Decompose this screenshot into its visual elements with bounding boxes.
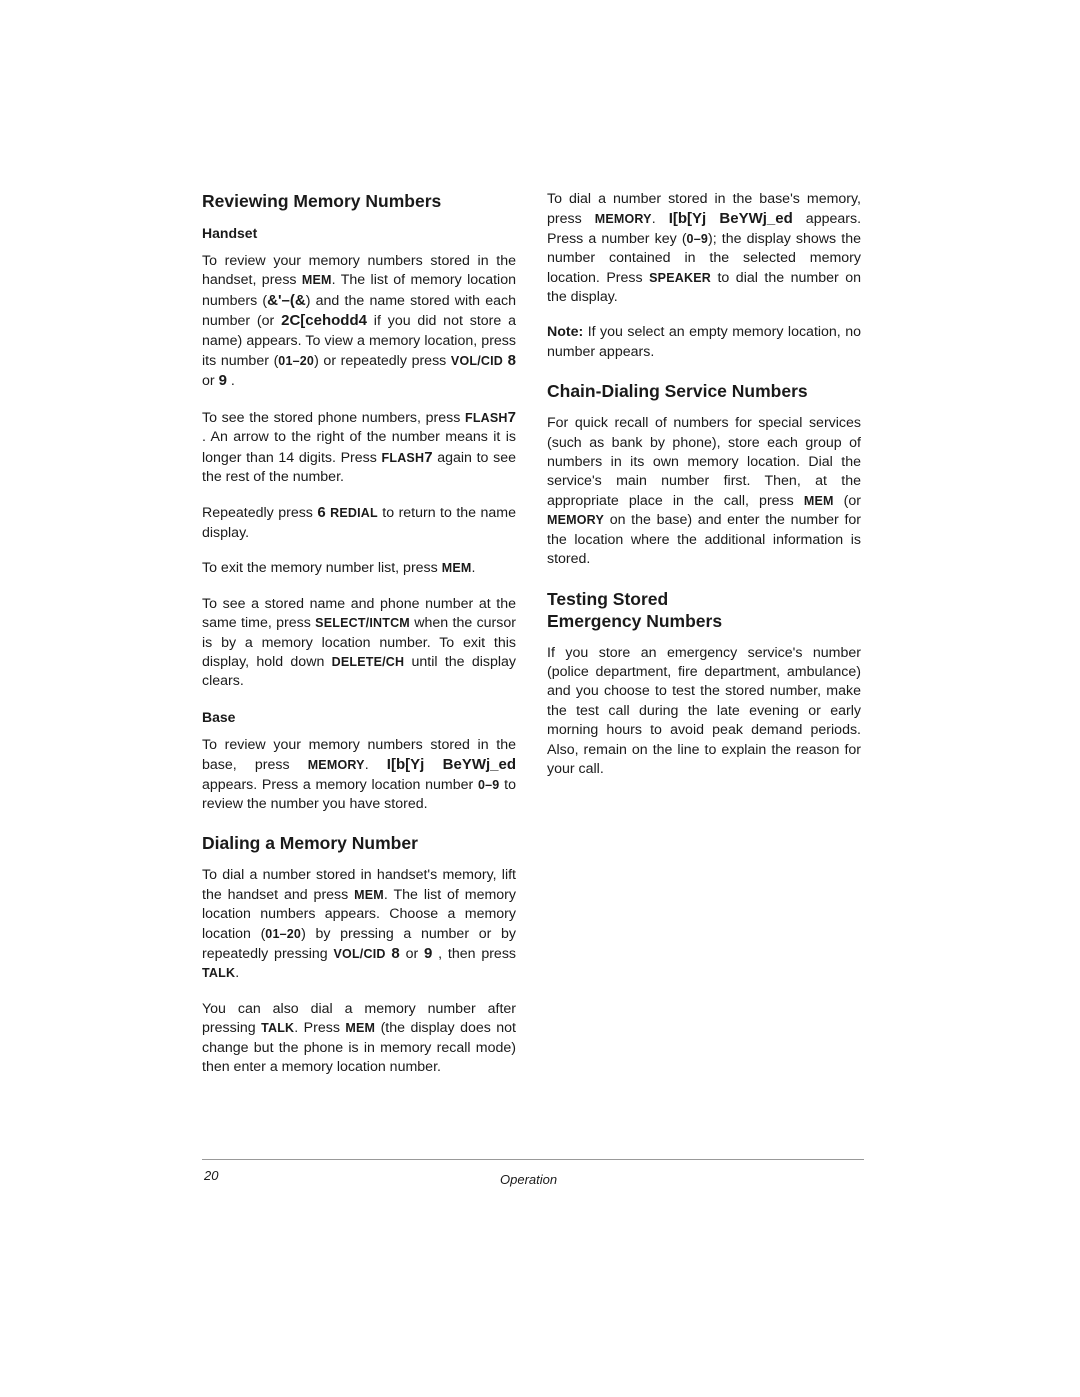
dialing-heading: Dialing a Memory Number [202,833,418,854]
testing-para: If you store an emergency service's number (police department, fire department, ambulance) and you choose to test the stored number, make the test call during the late evening or early morning hours to avoid peak demand periods. Also, remain on the line to explain the reason for your call. [547,644,861,777]
base-subheading: Base [202,708,236,725]
redial-para: Repeatedly press 6 REDIAL to return to the name display. [202,504,516,541]
note-para: Note: If you select an empty memory location, no number appears. [547,324,861,360]
select-para: To see a stored name and phone number at the same time, press SELECT/INTCM when the cursor is by a memory location number. To exit this display, hold down DELETE/CH until the display clears. [202,595,516,690]
exit-para: To exit the memory number list, press MEM. [202,560,476,577]
footer-rule [202,1159,864,1160]
chain-para: For quick recall of numbers for special services (such as bank by phone), store each group of numbers in its own memory location. Dial the service's main number first. Then, at the appropriate place in the call, press MEM (or MEMORY on the base) and enter the number for the location where the additional information is stored. [547,415,862,568]
chain-section [547,380,861,569]
reviewing-base-para: To review your memory numbers stored in the base, press MEMORY. I[b[Yj BeYWj_ed appears. Press a memory location number 0–9 to review the number you have stored. [202,736,516,812]
page-number: 20 [204,1168,219,1183]
dialing-para-2: You can also dial a memory number after pressing TALK. Press MEM (the display does not change but the phone is in memory recall mode) then enter a memory location number. [202,1000,516,1075]
footer-section-label: Operation [500,1172,558,1187]
reviewing-heading: Reviewing Memory Numbers [202,191,442,211]
testing-heading: Testing Stored Emergency Numbers [547,588,723,631]
left-column [202,190,516,1095]
flash-para: To see the stored phone numbers, press FLASH7 . An arrow to the right of the number means it is longer than 14 digits. Press FLASH7 again to see the rest of the number. [202,408,516,486]
base-dial-section [547,190,861,362]
chain-heading: Chain-Dialing Service Numbers [547,381,808,402]
dialing-para-1: To dial a number stored in handset's memory, lift the handset and press MEM. The list of memory location numbers appears. Choose a memory location (01–20) by pressing a number or by repeatedly pressing VOL/CID 8 or 9 , then press TALK. [202,867,517,982]
right-column [547,190,861,797]
reviewing-handset-para: To review your memory numbers stored in the handset, press MEM. The list of memory location numbers (&'–(&) and the name stored with each number (or 2C[cehodd4 if you did not store a name) appears. To view a memory location, press its number (01–20) or repeatedly press VOL/CID 8 or 9 . [202,253,516,390]
handset-subheading: Handset [202,225,258,241]
base-dial-para: To dial a number stored in the base's memory, press MEMORY. I[b[Yj BeYWj_ed appears. Press a number key (0–9); the display shows the number contained in the selected memory location. Press SPEAKER to dial the number on the display. [547,191,862,306]
dialing-section [202,832,516,1077]
testing-section [547,588,861,780]
reviewing-section [202,190,516,814]
